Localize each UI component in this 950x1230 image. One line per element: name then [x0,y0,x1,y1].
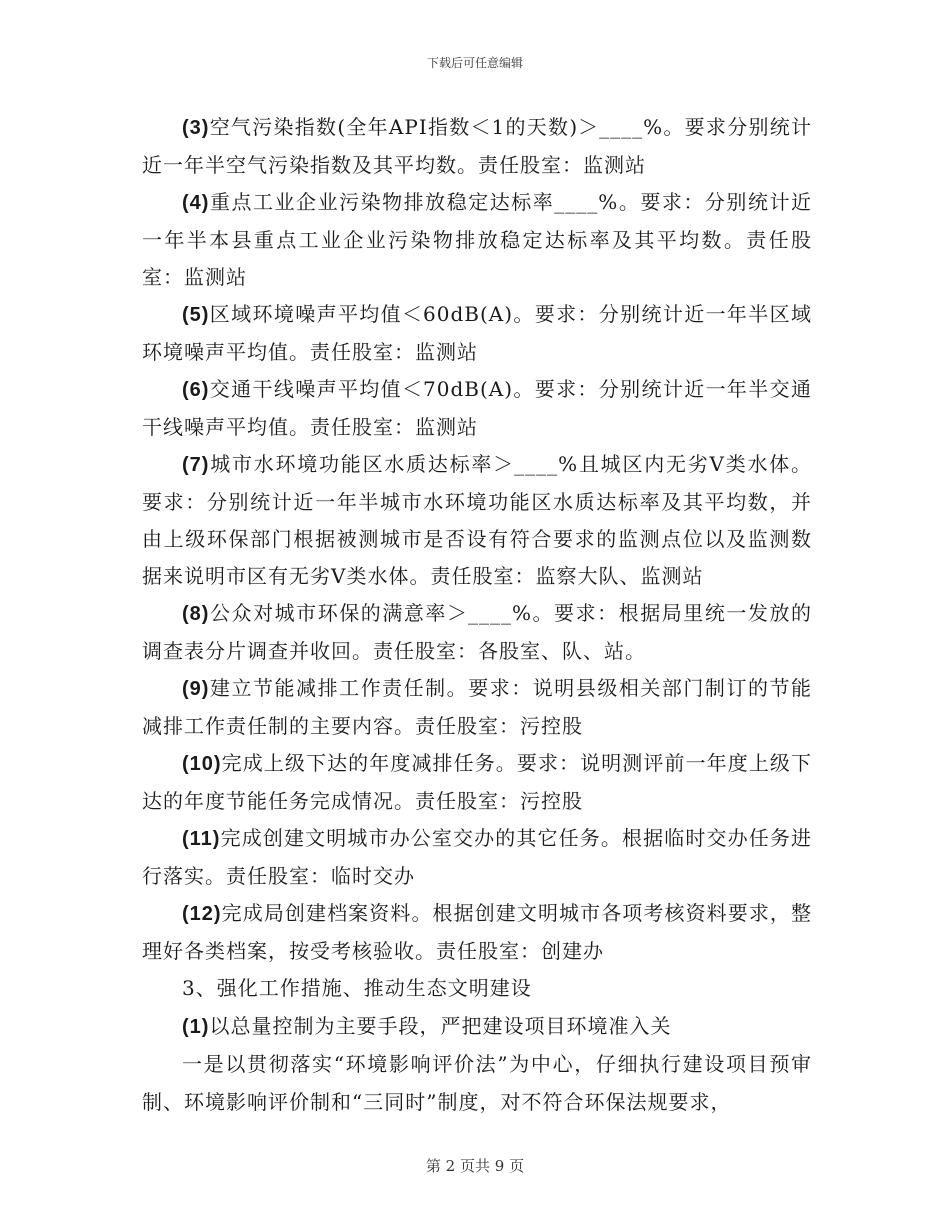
paragraph-item-10 [142,745,812,820]
paragraph-text: 公众对城市环保的满意率＞____%。要求：根据局里统一发放的调查表分片调查并收回。责任股室：各股室、队、站。 [142,601,812,663]
item-number: (11) [182,828,221,850]
paragraph-text: 完成创建文明城市办公室交办的其它任务。根据临时交办任务进行落实。责任股室：临时交办 [142,826,812,888]
paragraph-item-9 [142,670,812,745]
item-number: (5) [182,304,210,326]
paragraph-text: 一是以贯彻落实“环境影响评价法”为中心，仔细执行建设项目预审制、环境影响评价制和“三同时”制度，对不符合环保法规要求， [142,1052,812,1114]
body-paragraph [142,1046,812,1121]
item-number: (6) [182,379,210,401]
paragraph-text: 3、强化工作措施、推动生态文明建设 [182,976,532,1000]
paragraph-item-8 [142,595,812,670]
paragraph-item-4 [142,184,812,296]
subsection-heading [142,1008,812,1046]
paragraph-item-6 [142,371,812,446]
paragraph-item-7 [142,446,812,595]
item-number: (1) [182,1016,210,1038]
paragraph-text: 交通干线噪声平均值＜70dB(A)。要求：分别统计近一年半交通干线噪声平均值。责任股室：监测站 [142,377,812,439]
item-number: (4) [182,192,210,214]
paragraph-item-11 [142,820,812,895]
paragraph-text: 完成上级下达的年度减排任务。要求：说明测评前一年度上级下达的年度节能任务完成情况。责任股室：污控股 [142,751,812,813]
paragraph-text: 城市水环境功能区水质达标率＞____%且城区内无劣Ⅴ类水体。要求：分别统计近一年半城市水环境功能区水质达标率及其平均数，并由上级环保部门根据被测城市是否设有符合要求的监测点位以及监测数据来说明市区有无劣Ⅴ类水体。责任股室：监察大队、监测站 [142,452,812,588]
item-number: (3) [182,117,210,139]
paragraph-text: 完成局创建档案资料。根据创建文明城市各项考核资料要求，整理好各类档案，按受考核验收。责任股室：创建办 [142,901,812,963]
item-number: (8) [182,603,210,625]
item-number: (9) [182,678,210,700]
paragraph-text: 建立节能减排工作责任制。要求：说明县级相关部门制订的节能减排工作责任制的主要内容。责任股室：污控股 [142,676,812,738]
paragraph-text: 以总量控制为主要手段，严把建设项目环境准入关 [209,1014,672,1038]
paragraph-text: 区域环境噪声平均值＜60dB(A)。要求：分别统计近一年半区域环境噪声平均值。责任股室：监测站 [142,302,812,364]
page-footer: 第 2 页共 9 页 [425,1157,525,1175]
document-body [142,109,812,1121]
paragraph-item-5 [142,296,812,371]
item-number: (12) [182,903,222,925]
paragraph-item-3 [142,109,812,184]
paragraph-text: 重点工业企业污染物排放稳定达标率____%。要求：分别统计近一年半本县重点工业企业污染物排放稳定达标率及其平均数。责任股室：监测站 [142,190,812,289]
section-heading [142,970,812,1008]
paragraph-item-12 [142,895,812,970]
item-number: (7) [182,454,210,476]
paragraph-text: 空气污染指数(全年API指数＜1的天数)＞____%。要求分别统计近一年半空气污染指数及其平均数。责任股室：监测站 [142,115,812,177]
item-number: (10) [182,753,222,775]
page-header: 下载后可任意编辑 [426,56,523,70]
